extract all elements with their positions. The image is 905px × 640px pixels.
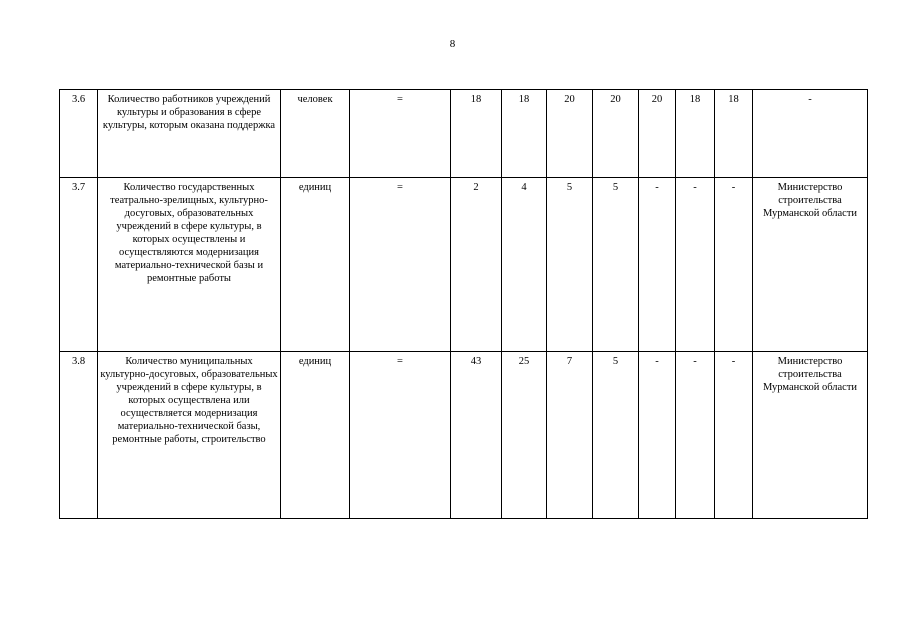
unit-of-measure: человек	[281, 90, 350, 178]
value-cell: 5	[547, 178, 593, 352]
value-cell: 5	[593, 352, 639, 519]
row-number: 3.7	[60, 178, 98, 352]
indicators-table	[59, 89, 868, 519]
value-cell: -	[715, 352, 753, 519]
table-row	[60, 90, 868, 178]
page-number: 8	[449, 38, 456, 50]
value-cell: 18	[676, 90, 715, 178]
indicator-name: Количество муниципальных культурно-досуговых, образовательных учреждений в сфере культуры, в которых осуществлена или осуществляется модернизация материально-технической базы, ремонтные работы, строительство	[98, 352, 281, 519]
value-cell: -	[676, 178, 715, 352]
value-cell: 18	[502, 90, 547, 178]
trend-sign: =	[350, 178, 451, 352]
value-cell: -	[715, 178, 753, 352]
value-cell: 20	[639, 90, 676, 178]
row-number: 3.8	[60, 352, 98, 519]
value-cell: 2	[451, 178, 502, 352]
table-row	[60, 178, 868, 352]
value-cell: 18	[715, 90, 753, 178]
indicator-name: Количество работников учреждений культуры и образования в сфере культуры, которым оказана поддержка	[98, 90, 281, 178]
value-cell: 4	[502, 178, 547, 352]
value-cell: 5	[593, 178, 639, 352]
value-cell: 20	[547, 90, 593, 178]
row-number: 3.6	[60, 90, 98, 178]
value-cell: 20	[593, 90, 639, 178]
responsible-body: -	[753, 90, 868, 178]
value-cell: -	[639, 178, 676, 352]
value-cell: 7	[547, 352, 593, 519]
unit-of-measure: единиц	[281, 178, 350, 352]
value-cell: -	[639, 352, 676, 519]
indicator-name: Количество государственных театрально-зрелищных, культурно-досуговых, образовательных учреждений в сфере культуры, в которых осуществлены и осуществляются модернизация материально-технической базы и ремонтные работы	[98, 178, 281, 352]
trend-sign: =	[350, 352, 451, 519]
unit-of-measure: единиц	[281, 352, 350, 519]
value-cell: 43	[451, 352, 502, 519]
responsible-body: Министерство строительства Мурманской области	[753, 352, 868, 519]
value-cell: 18	[451, 90, 502, 178]
table-row	[60, 352, 868, 519]
trend-sign: =	[350, 90, 451, 178]
responsible-body: Министерство строительства Мурманской области	[753, 178, 868, 352]
value-cell: 25	[502, 352, 547, 519]
value-cell: -	[676, 352, 715, 519]
